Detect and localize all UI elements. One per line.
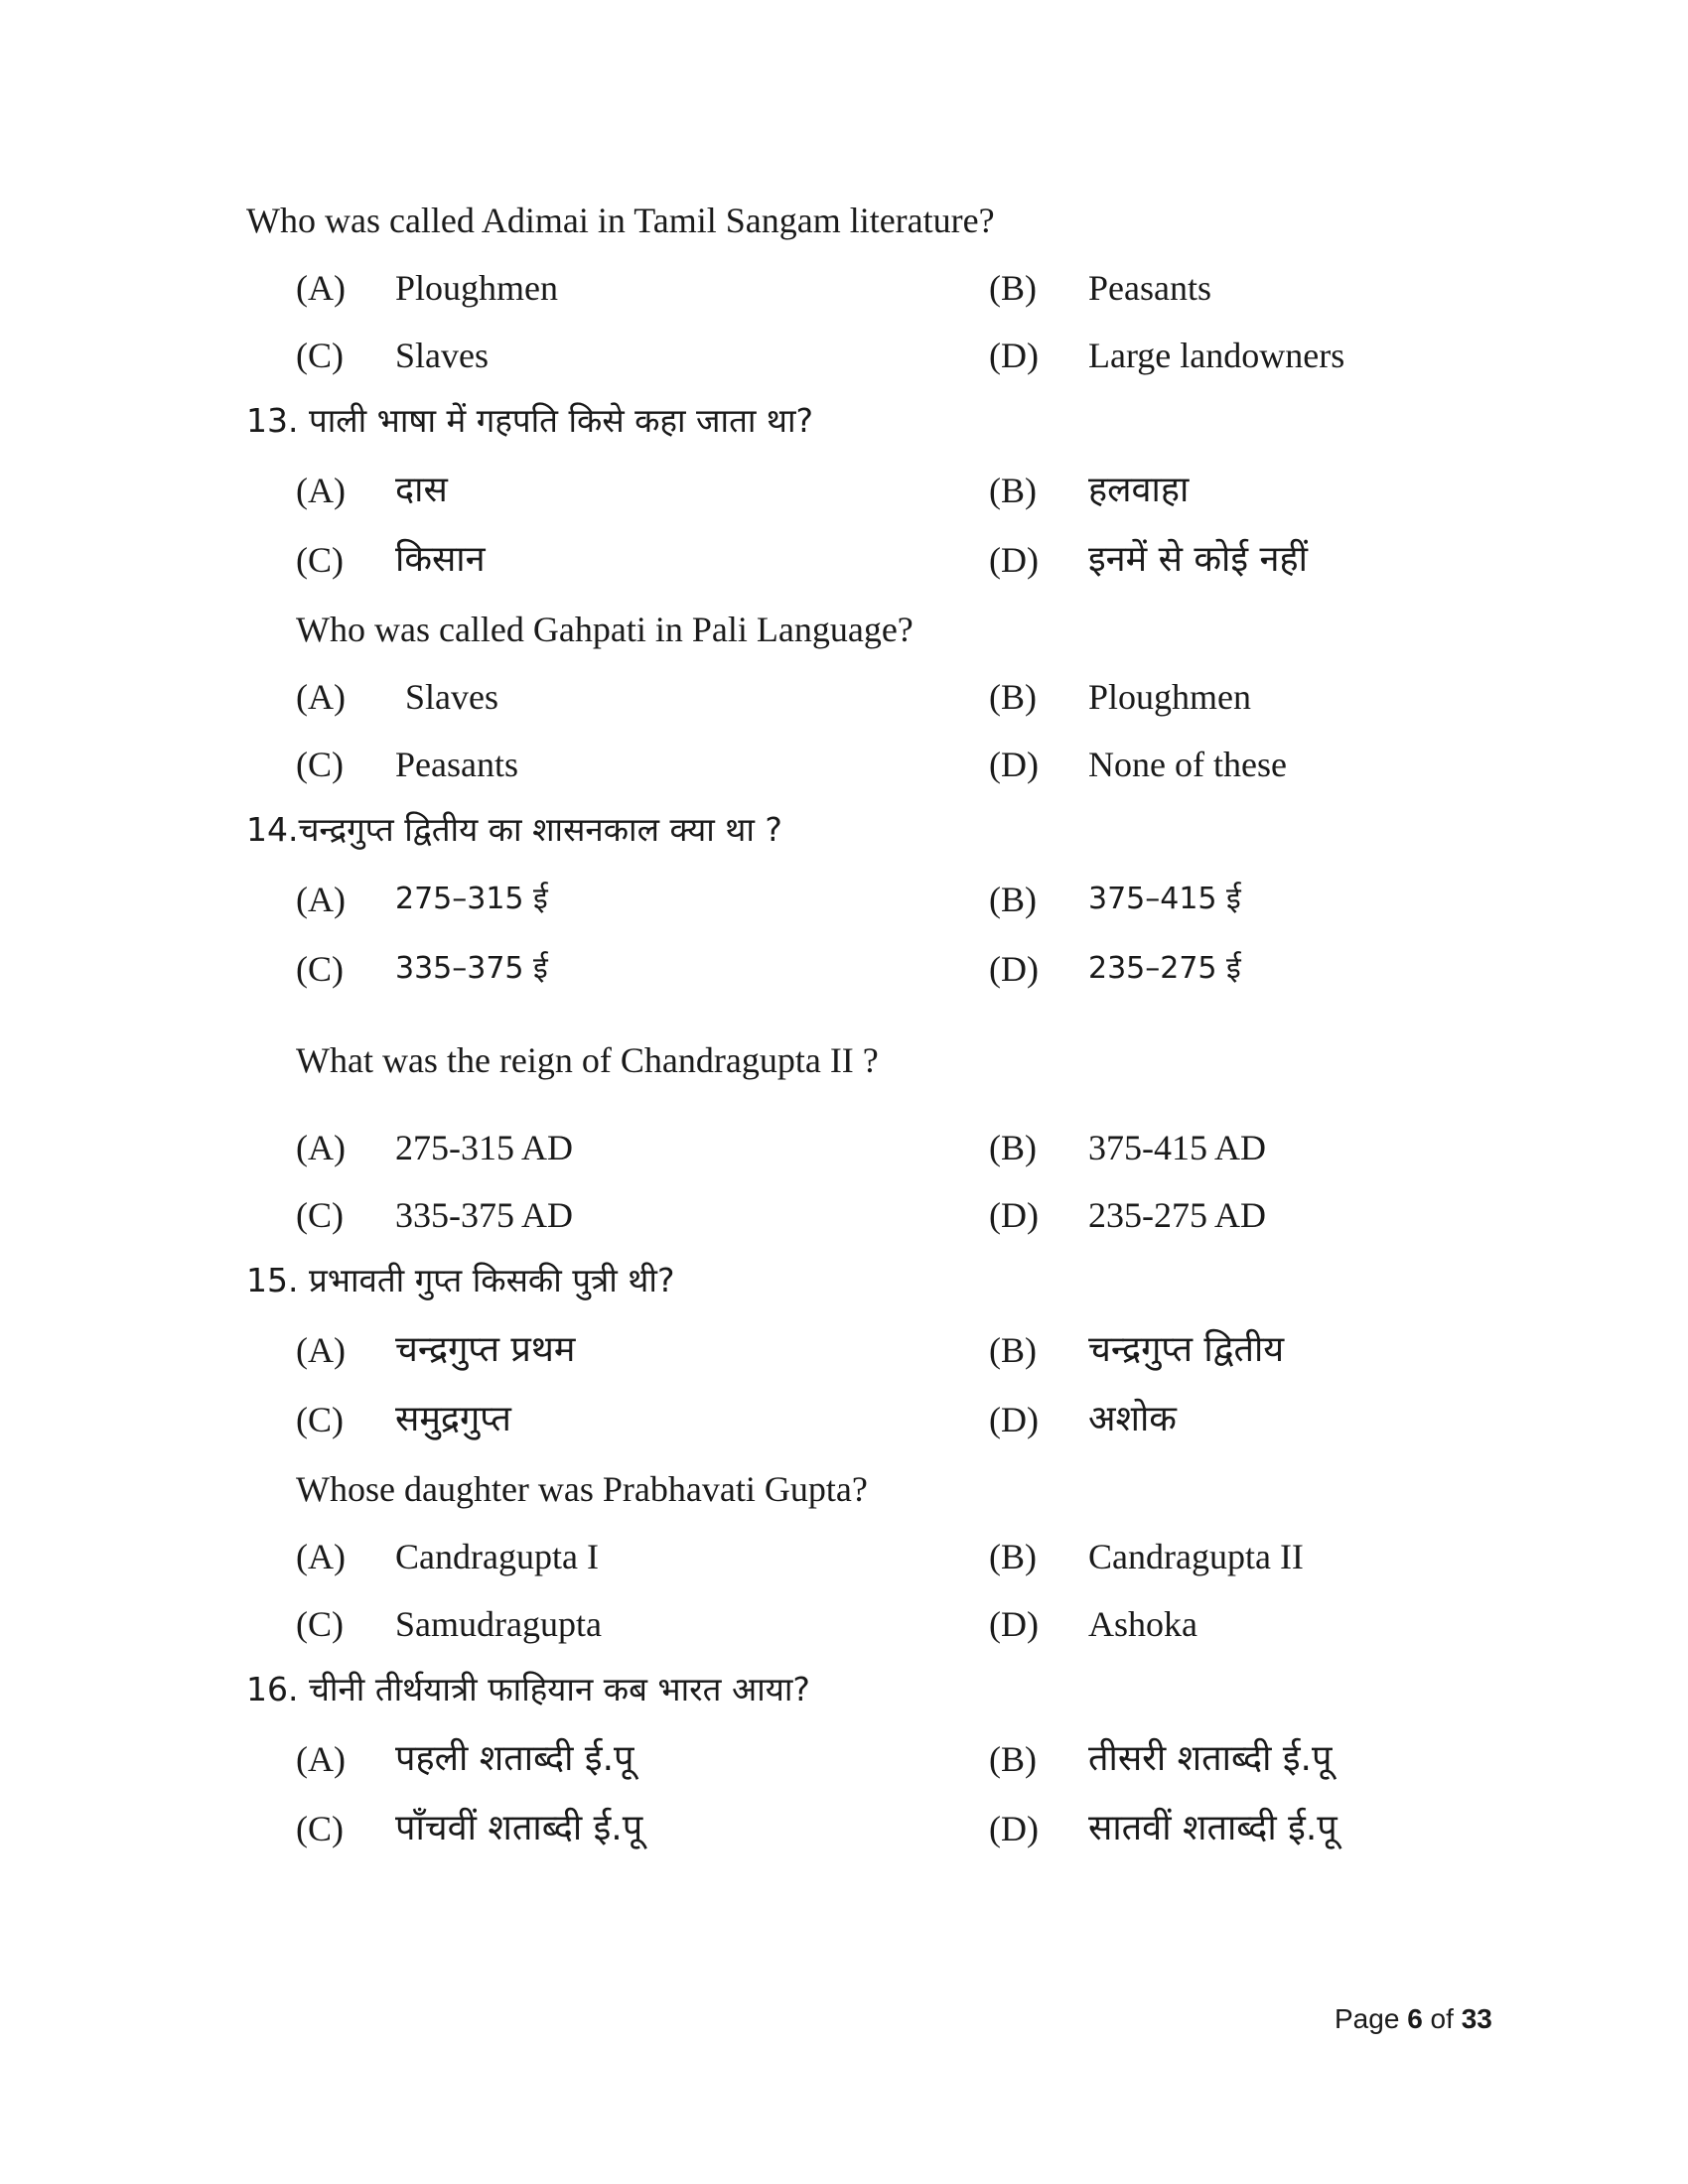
option-label-a: (A) [296,880,346,919]
option-text-d: 235–275 ई [1088,951,1241,986]
option-label-a: (A) [296,1739,346,1779]
question-15-hindi: 15. प्रभावती गुप्त किसकी पुत्री थी? [246,1261,675,1299]
option-text-b: Candragupta II [1088,1537,1304,1576]
option-label-b: (B) [989,1739,1037,1779]
option-label-a: (A) [296,1128,346,1167]
option-label-d: (D) [989,949,1039,989]
option-text-d: 235-275 AD [1088,1195,1266,1235]
option-label-c: (C) [296,1809,344,1848]
page-number-footer [1335,2001,1492,2037]
option-text-b: 375-415 AD [1088,1128,1266,1167]
question-13-hindi: 13. पाली भाषा में गहपति किसे कहा जाता था? [246,401,814,440]
option-label-a: (A) [296,677,346,717]
option-label-b: (B) [989,1128,1037,1167]
option-label-a: (A) [296,268,346,308]
question-15-english: Whose daughter was Prabhavati Gupta? [296,1469,868,1509]
option-label-d: (D) [989,1195,1039,1235]
option-text-c: Peasants [395,745,518,784]
option-label-c: (C) [296,1400,344,1439]
option-text-c: किसान [395,539,486,580]
total-page-number: 33 [1461,2003,1492,2034]
option-label-b: (B) [989,1537,1037,1576]
option-text-a: पहली शताब्दी ई.पू [395,1738,634,1779]
option-text-d: इनमें से कोई नहीं [1088,539,1308,580]
option-label-c: (C) [296,336,344,375]
question-13-english: Who was called Gahpati in Pali Language? [296,610,914,649]
option-text-b: चन्द्रगुप्त द्वितीय [1088,1329,1285,1370]
option-label-b: (B) [989,677,1037,717]
option-label-a: (A) [296,1537,346,1576]
option-label-d: (D) [989,1809,1039,1848]
option-label-b: (B) [989,880,1037,919]
option-text-d: सातवीं शताब्दी ई.पू [1088,1808,1337,1848]
page-word: Page [1335,2003,1400,2034]
option-text-c: 335–375 ई [395,951,548,986]
question-14-hindi: 14.चन्द्रगुप्त द्वितीय का शासनकाल क्या था ? [246,810,782,849]
option-label-a: (A) [296,471,346,510]
option-text-a: 275–315 ई [395,882,548,916]
option-label-c: (C) [296,949,344,989]
option-text-b: तीसरी शताब्दी ई.पू [1088,1738,1333,1779]
option-label-d: (D) [989,1400,1039,1439]
option-text-a: 275-315 AD [395,1128,573,1167]
option-text-c: पाँचवीं शताब्दी ई.पू [395,1808,643,1848]
option-label-b: (B) [989,268,1037,308]
option-label-c: (C) [296,1604,344,1644]
option-text-d: Large landowners [1088,336,1345,375]
option-label-c: (C) [296,1195,344,1235]
question-12-english: Who was called Adimai in Tamil Sangam literature? [246,201,995,240]
option-text-a: चन्द्रगुप्त प्रथम [395,1329,576,1370]
option-text-a: दास [395,470,448,510]
option-label-d: (D) [989,540,1039,580]
option-label-d: (D) [989,745,1039,784]
option-text-b: Peasants [1088,268,1211,308]
option-text-d: None of these [1088,745,1287,784]
option-label-d: (D) [989,336,1039,375]
option-text-c: समुद्रगुप्त [395,1399,511,1439]
option-label-d: (D) [989,1604,1039,1644]
option-label-c: (C) [296,540,344,580]
option-text-d: अशोक [1088,1399,1177,1439]
option-label-b: (B) [989,1330,1037,1370]
option-text-b: 375–415 ई [1088,882,1241,916]
option-label-b: (B) [989,471,1037,510]
option-label-c: (C) [296,745,344,784]
option-text-a: Ploughmen [395,268,559,308]
option-text-b: Ploughmen [1088,677,1252,717]
current-page-number: 6 [1407,2003,1423,2034]
option-text-c: 335-375 AD [395,1195,573,1235]
of-word: of [1430,2003,1454,2034]
option-text-b: हलवाहा [1088,470,1190,510]
question-14-english: What was the reign of Chandragupta II ? [296,1040,879,1080]
option-text-c: Samudragupta [395,1604,602,1644]
question-16-hindi: 16. चीनी तीर्थयात्री फाहियान कब भारत आया? [246,1670,810,1708]
option-text-a: Slaves [405,677,498,717]
option-text-a: Candragupta I [395,1537,599,1576]
option-text-c: Slaves [395,336,489,375]
option-label-a: (A) [296,1330,346,1370]
option-text-d: Ashoka [1088,1604,1197,1644]
